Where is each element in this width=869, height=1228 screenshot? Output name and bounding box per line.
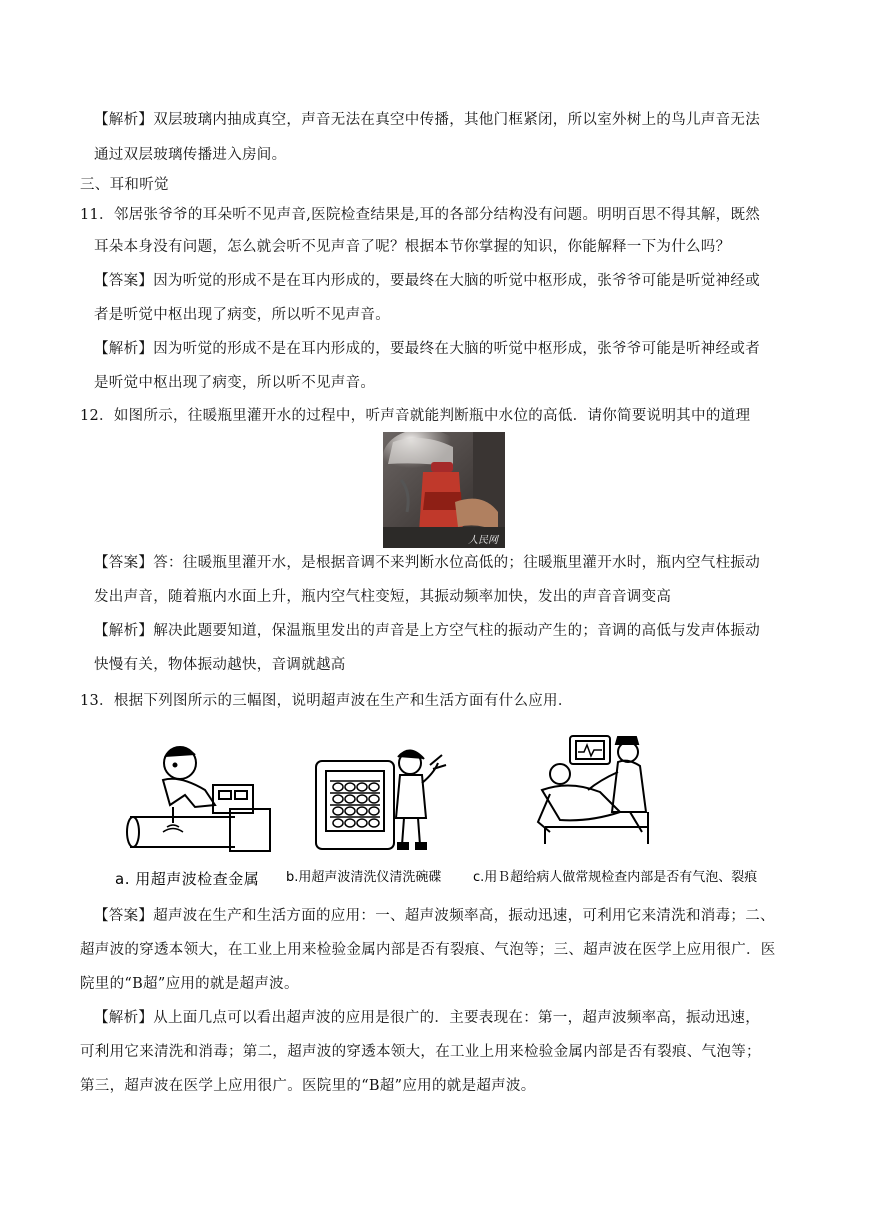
analysis-13-line-3: 第三，超声波在医学上应用很广。医院里的“B超”应用的就是超声波。: [80, 1078, 536, 1094]
analysis-11-line-2: 是听觉中枢出现了病变，所以听不见声音。: [94, 375, 376, 391]
analysis-12-line-2: 快慢有关，物体振动越快，音调就越高: [94, 657, 346, 673]
section-heading: 三、耳和听觉: [80, 177, 169, 193]
question-11-line-1: 11．邻居张爷爷的耳朵听不见声音,医院检查结果是,耳的各部分结构没有问题。明明百思不得其解，既然: [80, 207, 761, 223]
caption-b: b.用超声波清洗仪清洗碗碟: [286, 870, 442, 885]
analysis-13-line-2: 可利用它来清洗和消毒；第二，超声波的穿透本领大，在工业上用来检验金属内部是否有裂痕、气泡等；: [80, 1044, 761, 1060]
caption-a: a. 用超声波检查金属: [115, 870, 260, 888]
analysis-12-line-1: 【解析】解决此题要知道，保温瓶里发出的声音是上方空气柱的振动产生的；音调的高低与发声体振动: [94, 623, 760, 639]
answer-13-line-1: 【答案】超声波在生产和生活方面的应用：一、超声波频率高，振动迅速，可利用它来清洗和消毒；二、: [94, 908, 775, 924]
photo-watermark: 人民网: [468, 535, 498, 546]
illustration-b-ultrasound: [530, 732, 680, 856]
question-13: 13．根据下列图所示的三幅图，说明超声波在生产和生活方面有什么应用．: [80, 693, 573, 709]
answer-13-line-3: 院里的“B超”应用的就是超声波。: [80, 976, 299, 992]
answer-13-line-2: 超声波的穿透本领大，在工业上用来检验金属内部是否有裂痕、气泡等；三、超声波在医学上应用很广．医: [80, 942, 776, 958]
answer-11-line-2: 者是听觉中枢出现了病变，所以听不见声音。: [94, 307, 390, 323]
analysis-10-line-2: 通过双层玻璃传播进入房间。: [94, 147, 287, 163]
caption-c: c.用Ｂ超给病人做常规检查内部是否有气泡、裂痕: [473, 870, 758, 885]
question-11-line-2: 耳朵本身没有问题，怎么就会听不见声音了呢？根据本节你掌握的知识，你能解释一下为什么吗？: [94, 239, 731, 255]
answer-12-line-2: 发出声音，随着瓶内水面上升，瓶内空气柱变短，其振动频率加快，发出的声音音调变高: [94, 589, 672, 605]
question-12: 12．如图所示，往暖瓶里灌开水的过程中，听声音就能判断瓶中水位的高低．请你简要说明其中的道理: [80, 408, 751, 424]
analysis-13-line-1: 【解析】从上面几点可以看出超声波的应用是很广的．主要表现在：第一，超声波频率高，振动迅速，: [94, 1010, 760, 1026]
answer-12-line-1: 【答案】答：往暖瓶里灌开水，是根据音调不来判断水位高低的；往暖瓶里灌开水时，瓶内空气柱振动: [94, 555, 760, 571]
analysis-10-line-1: 【解析】双层玻璃内抽成真空，声音无法在真空中传播，其他门框紧闭，所以室外树上的鸟儿声音无法: [94, 112, 760, 128]
answer-11-line-1: 【答案】因为听觉的形成不是在耳内形成的，要最终在大脑的听觉中枢形成，张爷爷可能是听觉神经或: [94, 273, 760, 289]
analysis-11-line-1: 【解析】因为听觉的形成不是在耳内形成的，要最终在大脑的听觉中枢形成，张爷爷可能是听神经或者: [94, 341, 760, 357]
illustration-metal-inspection: [125, 735, 275, 859]
illustration-dish-cleaning: [312, 743, 452, 857]
